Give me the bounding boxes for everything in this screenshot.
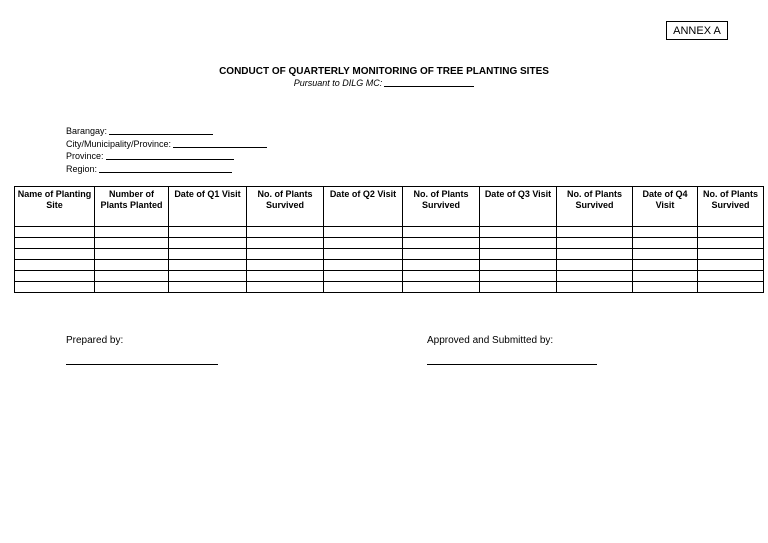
mc-number-blank[interactable] <box>384 78 474 87</box>
table-cell[interactable] <box>557 227 633 238</box>
table-cell[interactable] <box>324 282 403 293</box>
form-title: CONDUCT OF QUARTERLY MONITORING OF TREE PLANTING SITES <box>219 66 549 77</box>
table-cell[interactable] <box>403 260 480 271</box>
table-cell[interactable] <box>698 249 764 260</box>
table-cell[interactable] <box>480 282 557 293</box>
prepared-by-label: Prepared by: <box>66 335 124 346</box>
table-cell[interactable] <box>557 249 633 260</box>
table-cell[interactable] <box>169 260 247 271</box>
table-cell[interactable] <box>169 249 247 260</box>
table-cell[interactable] <box>633 282 698 293</box>
table-cell[interactable] <box>633 260 698 271</box>
table-cell[interactable] <box>480 238 557 249</box>
table-cell[interactable] <box>403 238 480 249</box>
table-cell[interactable] <box>247 260 324 271</box>
table-cell[interactable] <box>557 282 633 293</box>
header-plants-planted: Number of Plants Planted <box>95 187 169 227</box>
table-cell[interactable] <box>633 249 698 260</box>
province-blank[interactable] <box>106 150 234 160</box>
region-blank[interactable] <box>99 163 232 173</box>
monitoring-table <box>14 186 764 293</box>
table-cell[interactable] <box>247 271 324 282</box>
table-cell[interactable] <box>403 282 480 293</box>
table-cell[interactable] <box>95 249 169 260</box>
table-cell[interactable] <box>557 271 633 282</box>
header-planting-site: Name of Planting Site <box>15 187 95 227</box>
prepared-signature-line[interactable] <box>66 364 218 365</box>
table-body <box>15 227 764 293</box>
table-row <box>15 249 764 260</box>
table-cell[interactable] <box>247 238 324 249</box>
table-header-row <box>15 187 764 227</box>
table-cell[interactable] <box>480 260 557 271</box>
table-cell[interactable] <box>403 249 480 260</box>
table-row <box>15 260 764 271</box>
table-cell[interactable] <box>324 260 403 271</box>
table-cell[interactable] <box>15 249 95 260</box>
province-label: Province: <box>66 151 104 161</box>
table-cell[interactable] <box>247 227 324 238</box>
region-label: Region: <box>66 163 98 174</box>
table-cell[interactable] <box>633 227 698 238</box>
subtitle-text: Pursuant to DILG MC: <box>293 78 383 88</box>
form-subtitle <box>0 78 768 88</box>
approved-by-label: Approved and Submitted by: <box>427 335 554 346</box>
header-q4-survived: No. of Plants Survived <box>698 187 764 227</box>
table-cell[interactable] <box>633 238 698 249</box>
city-blank[interactable] <box>173 138 267 148</box>
table-cell[interactable] <box>480 249 557 260</box>
approved-signature-line[interactable] <box>427 364 597 365</box>
table-row <box>15 227 764 238</box>
header-q2-survived: No. of Plants Survived <box>403 187 480 227</box>
table-cell[interactable] <box>15 227 95 238</box>
annex-label: ANNEX A <box>666 21 728 40</box>
table-cell[interactable] <box>15 260 95 271</box>
table-cell[interactable] <box>324 238 403 249</box>
region-field <box>66 163 267 176</box>
table-cell[interactable] <box>557 260 633 271</box>
header-q3-survived: No. of Plants Survived <box>557 187 633 227</box>
table-cell[interactable] <box>480 227 557 238</box>
table-cell[interactable] <box>95 238 169 249</box>
table-cell[interactable] <box>169 227 247 238</box>
table-row <box>15 271 764 282</box>
table-cell[interactable] <box>15 238 95 249</box>
table-cell[interactable] <box>698 282 764 293</box>
table-cell[interactable] <box>324 271 403 282</box>
table-cell[interactable] <box>698 227 764 238</box>
table-cell[interactable] <box>557 238 633 249</box>
header-q1-survived: No. of Plants Survived <box>247 187 324 227</box>
header-q3-date: Date of Q3 Visit <box>480 187 557 227</box>
table-cell[interactable] <box>15 271 95 282</box>
table-cell[interactable] <box>324 227 403 238</box>
table-cell[interactable] <box>95 271 169 282</box>
table-cell[interactable] <box>698 238 764 249</box>
table-cell[interactable] <box>169 271 247 282</box>
header-q2-date: Date of Q2 Visit <box>324 187 403 227</box>
table-cell[interactable] <box>95 282 169 293</box>
table-row <box>15 282 764 293</box>
table-cell[interactable] <box>698 271 764 282</box>
location-fields <box>66 125 267 175</box>
table-cell[interactable] <box>15 282 95 293</box>
table-cell[interactable] <box>633 271 698 282</box>
table-cell[interactable] <box>403 271 480 282</box>
table-cell[interactable] <box>247 249 324 260</box>
header-q1-date: Date of Q1 Visit <box>169 187 247 227</box>
city-label: City/Municipality/Province: <box>66 138 172 149</box>
table-cell[interactable] <box>403 227 480 238</box>
table-cell[interactable] <box>324 249 403 260</box>
barangay-field <box>66 125 267 138</box>
table-cell[interactable] <box>169 238 247 249</box>
table-cell[interactable] <box>698 260 764 271</box>
table-cell[interactable] <box>480 271 557 282</box>
table-cell[interactable] <box>95 227 169 238</box>
table-cell[interactable] <box>247 282 324 293</box>
header-q4-date: Date of Q4 Visit <box>633 187 698 227</box>
province-field <box>66 150 267 163</box>
barangay-blank[interactable] <box>109 125 213 135</box>
table-cell[interactable] <box>169 282 247 293</box>
city-field <box>66 138 267 151</box>
barangay-label: Barangay: <box>66 126 108 136</box>
table-row <box>15 238 764 249</box>
table-cell[interactable] <box>95 260 169 271</box>
